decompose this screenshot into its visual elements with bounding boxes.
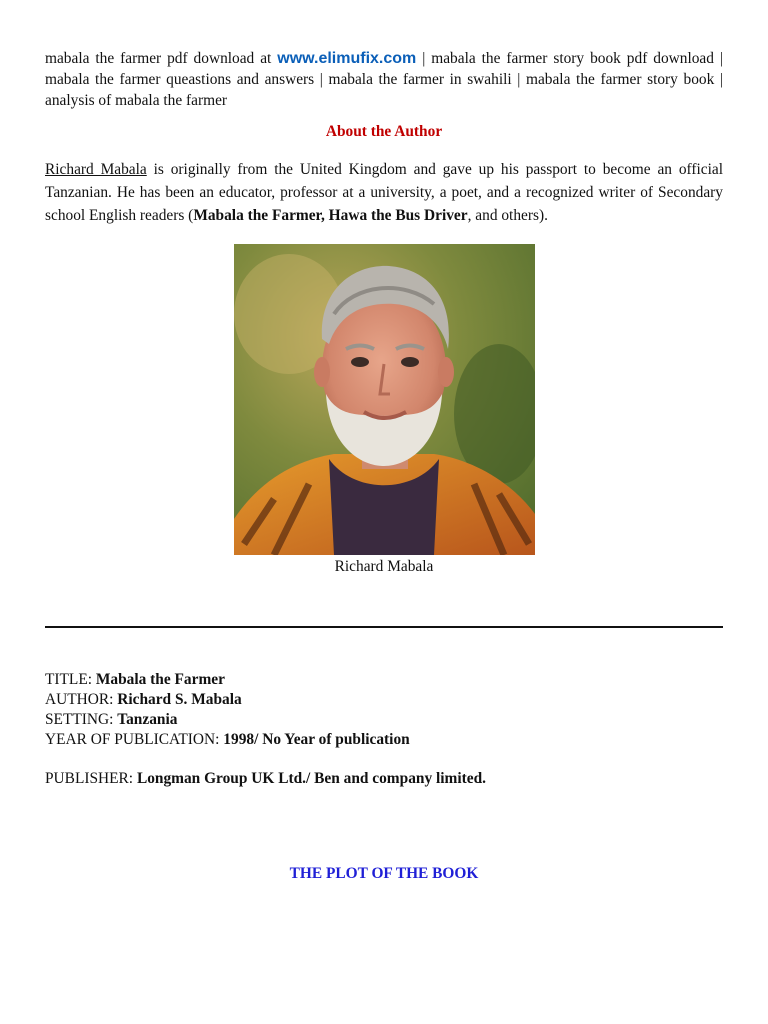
setting-value: Tanzania	[117, 711, 178, 728]
year-value: 1998/ No Year of publication	[223, 731, 410, 748]
book-setting-row	[45, 710, 723, 730]
horizontal-divider	[45, 626, 723, 628]
about-text-part-2: , and others).	[467, 207, 548, 224]
book-year-row	[45, 730, 723, 750]
intro-text-before-link: mabala the farmer pdf download at	[45, 50, 278, 67]
about-text-part-1: is originally from the United Kingdom and gave up his passport to become an official Tanzanian. He has been an educator, professor at a university, a poet, and a recognized writer of Secondary school English readers (	[45, 161, 723, 224]
year-label: YEAR OF PUBLICATION:	[45, 731, 224, 748]
author-name-link[interactable]: Richard Mabala	[45, 161, 147, 178]
author-label: AUTHOR:	[45, 691, 118, 708]
publisher-value: Longman Group UK Ltd./ Ben and company limited.	[136, 770, 486, 787]
about-author-paragraph	[45, 158, 723, 227]
book-publisher-row	[45, 769, 723, 789]
about-author-heading: About the Author	[325, 123, 443, 140]
author-value: Richard S. Mabala	[117, 691, 242, 708]
intro-paragraph	[45, 48, 723, 111]
photo-caption: Richard Mabala	[334, 558, 434, 575]
book-author-row	[45, 690, 723, 710]
website-link[interactable]: www.elimufix.com	[277, 50, 417, 67]
intro-text-after-link: | mabala the farmer story book pdf download | mabala the farmer queastions and answers | mabala the farmer in swahili | mabala the farmer story book | analysis of mabala the farmer	[45, 50, 723, 109]
publisher-label: PUBLISHER:	[45, 770, 137, 787]
title-label: TITLE:	[45, 671, 96, 688]
title-value: Mabala the Farmer	[95, 671, 225, 688]
author-photo	[234, 244, 535, 555]
book-titles: Mabala the Farmer, Hawa the Bus Driver	[193, 207, 468, 224]
book-info-block	[45, 670, 723, 789]
author-figure	[45, 244, 723, 577]
document-page	[45, 48, 723, 883]
setting-label: SETTING:	[45, 711, 118, 728]
book-title-row	[45, 670, 723, 690]
plot-heading: THE PLOT OF THE BOOK	[289, 865, 479, 882]
